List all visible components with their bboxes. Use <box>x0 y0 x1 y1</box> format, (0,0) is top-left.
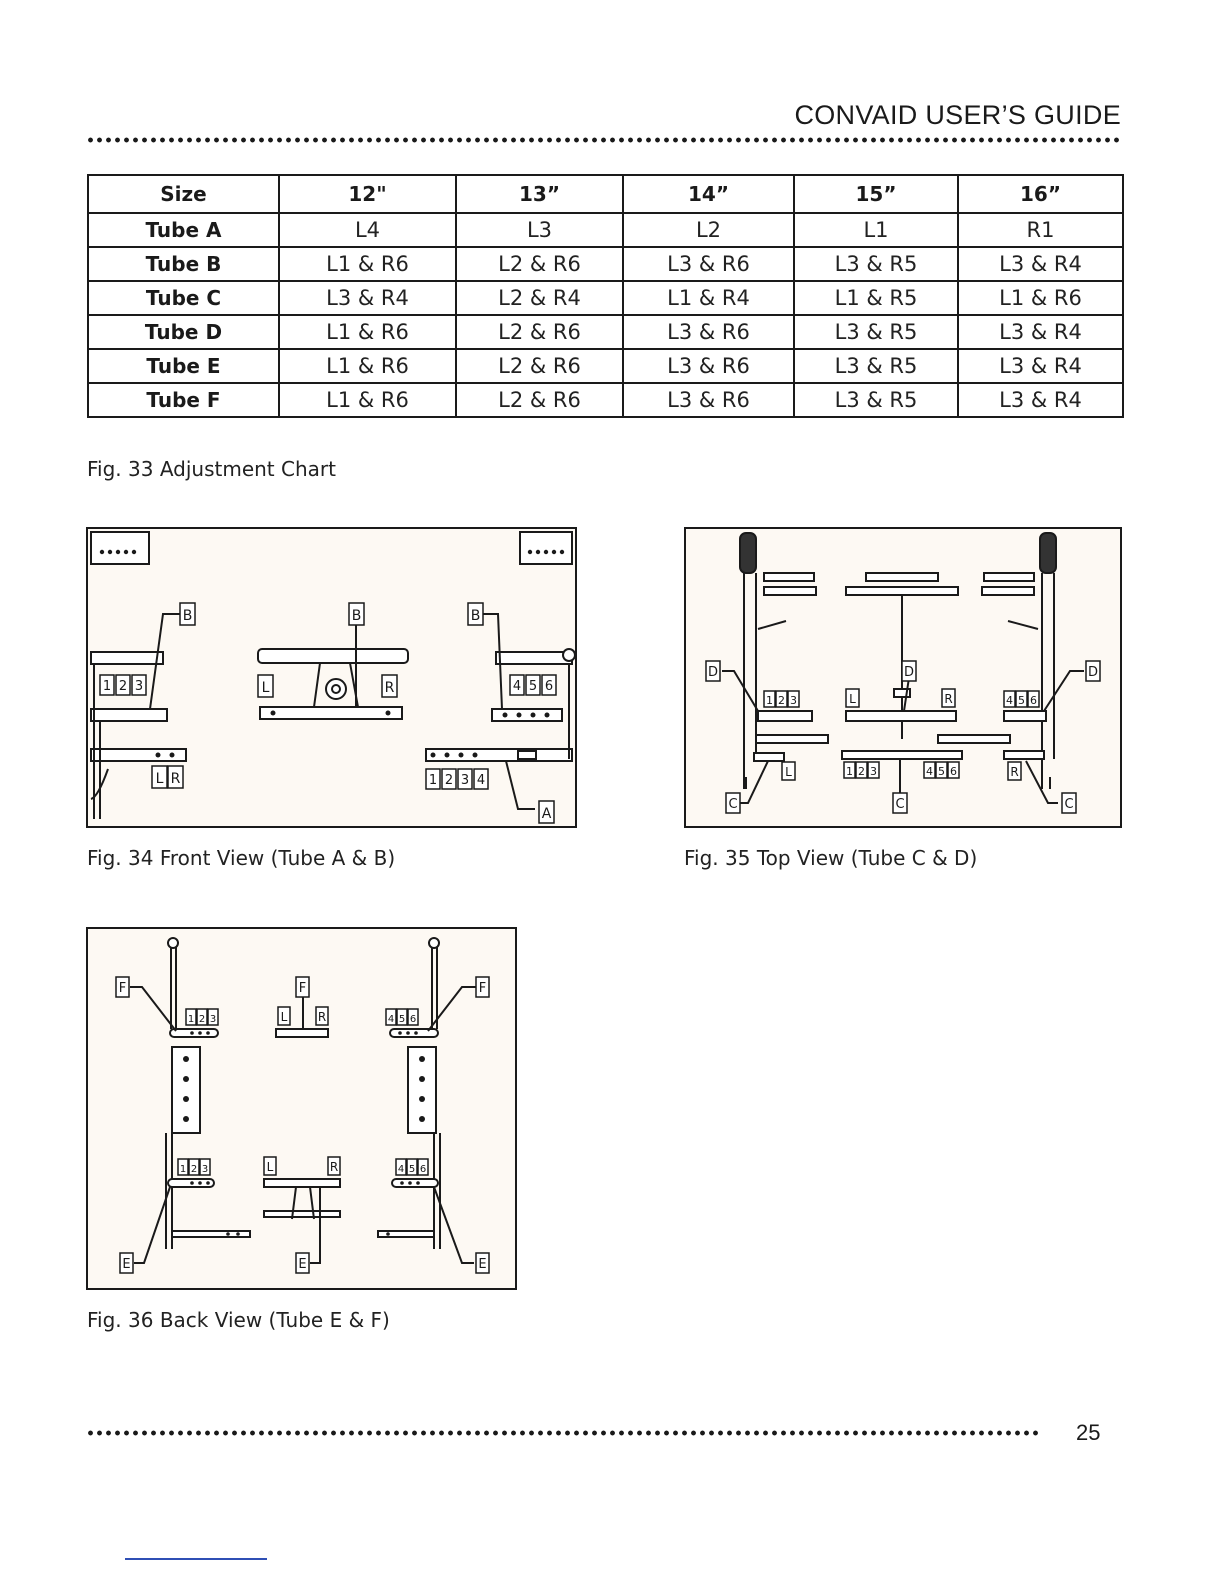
table-row <box>88 349 1123 383</box>
label-5: 5 <box>528 679 538 694</box>
row-label: Tube A <box>88 213 279 247</box>
label-c-left: C <box>728 797 738 812</box>
label-l-center: L <box>261 680 270 696</box>
page-number: 25 <box>1076 1420 1101 1445</box>
table-header-row <box>88 175 1123 213</box>
table-cell: L3 & R5 <box>794 349 958 383</box>
label-d-right: D <box>1087 665 1099 680</box>
front-view-diagram <box>88 529 575 826</box>
label-r-top: R <box>317 1010 327 1024</box>
label-6-top: 6 <box>409 1014 417 1025</box>
label-d-center: D <box>903 665 915 680</box>
back-view-diagram <box>88 929 515 1288</box>
label-b-right: B <box>470 608 481 624</box>
table-cell: L2 & R6 <box>456 247 623 281</box>
label-4-bottom: 4 <box>397 1164 405 1175</box>
table-header-cell: 16” <box>958 175 1123 213</box>
table-header-cell: 14” <box>623 175 794 213</box>
table-row <box>88 281 1123 315</box>
label-e-center: E <box>298 1257 307 1272</box>
label-4-top: 4 <box>387 1014 395 1025</box>
label-e-left: E <box>122 1257 131 1272</box>
label-3-lower: 3 <box>870 765 877 778</box>
label-r-lower: R <box>1010 765 1019 779</box>
label-3: 3 <box>134 679 144 694</box>
table-cell: L1 & R6 <box>279 315 456 349</box>
label-1-a: 1 <box>428 773 438 788</box>
table-header-cell: Size <box>88 175 279 213</box>
label-c-right: C <box>1064 797 1074 812</box>
table-cell: L3 & R6 <box>623 349 794 383</box>
table-cell: L2 & R6 <box>456 383 623 417</box>
table-cell: L2 & R6 <box>456 315 623 349</box>
adjustment-chart-table <box>87 174 1124 418</box>
label-1: 1 <box>102 679 112 694</box>
label-2-lower: 2 <box>858 765 865 778</box>
table-cell: L3 & R6 <box>623 247 794 281</box>
label-l-lower: L <box>785 765 792 779</box>
label-6-lower: 6 <box>950 765 957 778</box>
label-4-lower: 4 <box>926 765 933 778</box>
row-label: Tube B <box>88 247 279 281</box>
label-2-top: 2 <box>198 1014 206 1025</box>
bottom-link-underline <box>125 1558 267 1560</box>
label-2: 2 <box>778 694 785 707</box>
dotted-divider-bottom <box>86 1430 1038 1436</box>
label-f-right: F <box>478 981 487 996</box>
figure-back-view <box>86 927 517 1290</box>
table-header-cell: 15” <box>794 175 958 213</box>
table-cell: R1 <box>958 213 1123 247</box>
label-3-a: 3 <box>460 773 470 788</box>
label-e-right: E <box>478 1257 487 1272</box>
top-view-diagram <box>686 529 1120 826</box>
label-2: 2 <box>118 679 128 694</box>
label-5-bottom: 5 <box>408 1164 416 1175</box>
label-5-top: 5 <box>398 1014 406 1025</box>
caption-fig35: Fig. 35 Top View (Tube C & D) <box>684 846 978 870</box>
table-cell: L1 <box>794 213 958 247</box>
table-cell: L3 & R5 <box>794 383 958 417</box>
label-d-left: D <box>707 665 719 680</box>
label-2-a: 2 <box>444 773 454 788</box>
figure-top-view <box>684 527 1122 828</box>
running-header-title: CONVAID USER’S GUIDE <box>794 100 1121 130</box>
row-label: Tube D <box>88 315 279 349</box>
table-header-cell: 12" <box>279 175 456 213</box>
table-row <box>88 213 1123 247</box>
label-6: 6 <box>544 679 554 694</box>
table-header-cell: 13” <box>456 175 623 213</box>
dotted-divider-top <box>86 137 1123 143</box>
label-l-left: L <box>155 771 164 787</box>
table-cell: L1 & R5 <box>794 281 958 315</box>
label-4: 4 <box>512 679 522 694</box>
table-row <box>88 383 1123 417</box>
caption-fig33: Fig. 33 Adjustment Chart <box>87 457 336 481</box>
label-f-center: F <box>298 981 307 996</box>
label-3: 3 <box>790 694 797 707</box>
label-5-lower: 5 <box>938 765 945 778</box>
table-cell: L3 & R4 <box>958 383 1123 417</box>
label-1: 1 <box>766 694 773 707</box>
table-cell: L2 & R6 <box>456 349 623 383</box>
label-6-bottom: 6 <box>419 1164 427 1175</box>
label-4: 4 <box>1006 694 1013 707</box>
row-label: Tube C <box>88 281 279 315</box>
label-3-top: 3 <box>209 1014 217 1025</box>
table-cell: L1 & R6 <box>279 383 456 417</box>
label-r-bottom: R <box>329 1160 339 1174</box>
label-3-bottom: 3 <box>201 1164 209 1175</box>
label-a: A <box>541 806 552 822</box>
label-r-center: R <box>944 692 953 706</box>
table-cell: L3 & R4 <box>958 315 1123 349</box>
label-1-top: 1 <box>187 1014 195 1025</box>
label-1-lower: 1 <box>846 765 853 778</box>
table-cell: L3 & R5 <box>794 247 958 281</box>
label-1-bottom: 1 <box>179 1164 187 1175</box>
table-cell: L3 & R6 <box>623 383 794 417</box>
table-cell: L4 <box>279 213 456 247</box>
table-cell: L1 & R6 <box>958 281 1123 315</box>
table-cell: L3 <box>456 213 623 247</box>
label-r-left: R <box>170 771 181 787</box>
table-cell: L1 & R6 <box>279 247 456 281</box>
label-l-top: L <box>280 1010 288 1024</box>
label-b-center: B <box>351 608 362 624</box>
table-cell: L3 & R4 <box>958 247 1123 281</box>
figure-front-view <box>86 527 577 828</box>
table-row <box>88 247 1123 281</box>
table-cell: L1 & R4 <box>623 281 794 315</box>
label-2-bottom: 2 <box>190 1164 198 1175</box>
caption-fig34: Fig. 34 Front View (Tube A & B) <box>87 846 396 870</box>
caption-fig36: Fig. 36 Back View (Tube E & F) <box>87 1308 390 1332</box>
table-row <box>88 315 1123 349</box>
label-c-center: C <box>895 797 905 812</box>
label-5: 5 <box>1018 694 1025 707</box>
label-l-bottom: L <box>266 1160 274 1174</box>
table-cell: L2 & R4 <box>456 281 623 315</box>
label-r-center: R <box>384 680 395 696</box>
label-b-left: B <box>182 608 193 624</box>
row-label: Tube E <box>88 349 279 383</box>
row-label: Tube F <box>88 383 279 417</box>
table-cell: L3 & R6 <box>623 315 794 349</box>
label-6: 6 <box>1030 694 1037 707</box>
label-4-a: 4 <box>476 773 486 788</box>
table-cell: L3 & R5 <box>794 315 958 349</box>
label-l-center: L <box>849 692 856 706</box>
table-cell: L3 & R4 <box>958 349 1123 383</box>
table-cell: L1 & R6 <box>279 349 456 383</box>
table-cell: L2 <box>623 213 794 247</box>
label-f-left: F <box>118 981 127 996</box>
table-cell: L3 & R4 <box>279 281 456 315</box>
